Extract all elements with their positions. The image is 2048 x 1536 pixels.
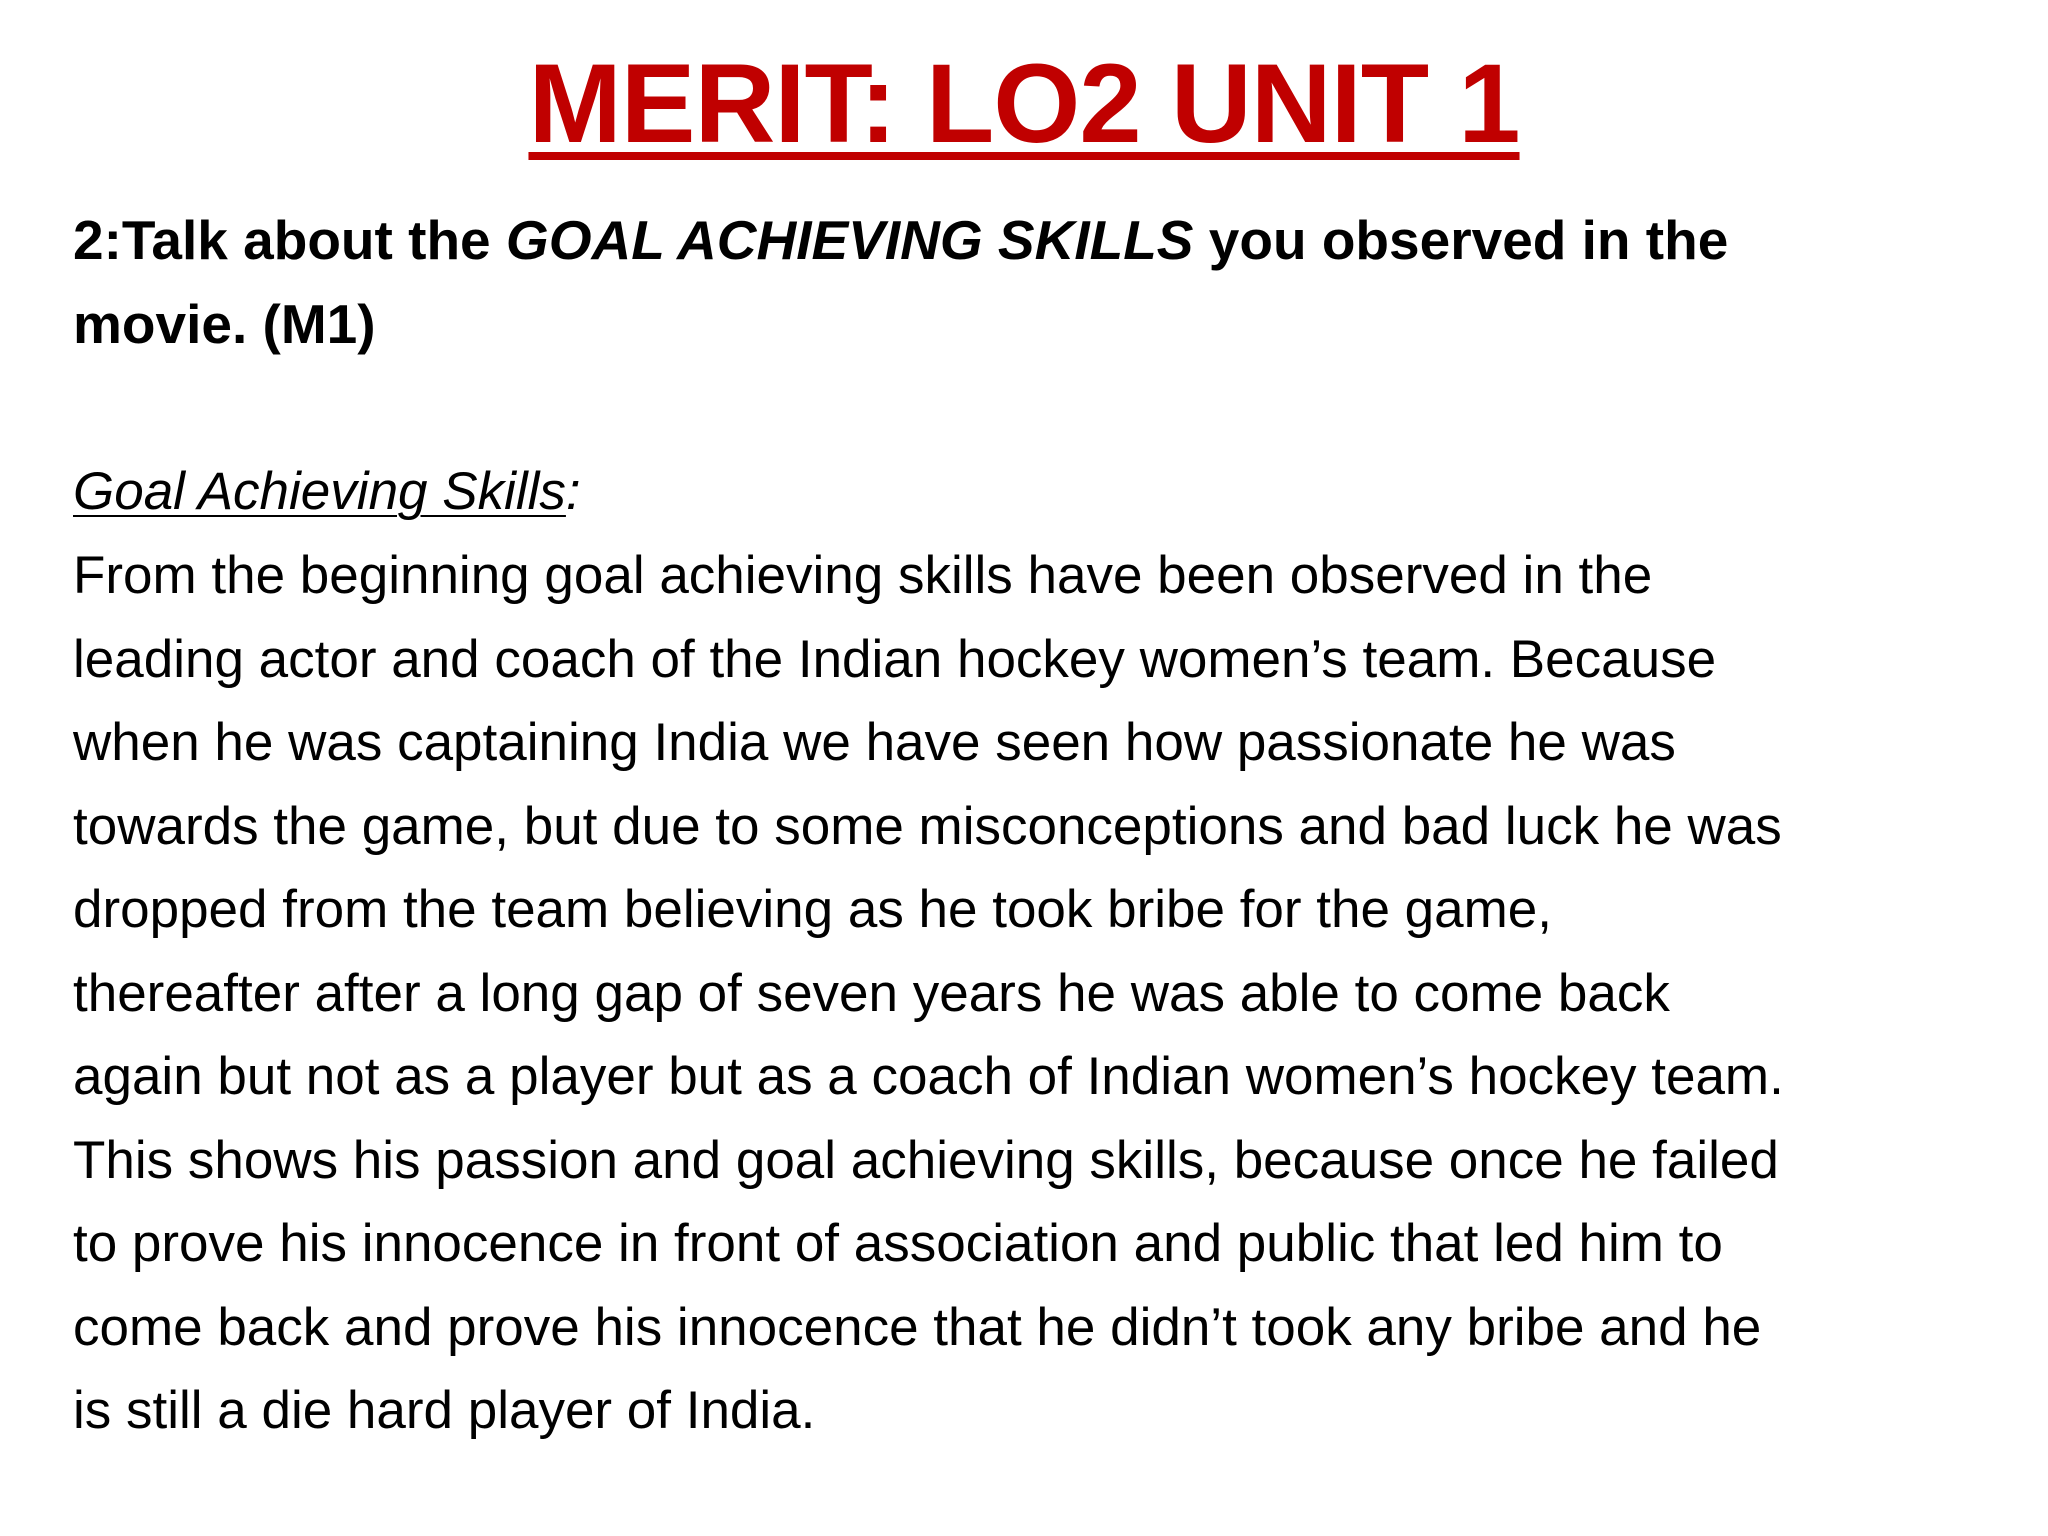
body-paragraph [73,534,1973,1453]
body-line: come back and prove his innocence that he didn’t took any bribe and he [73,1297,1762,1357]
spacer [73,366,1973,450]
body-line: again but not as a player but as a coach of Indian women’s hockey team. [73,1047,1784,1106]
question-prefix: 2:Talk about the [73,209,506,271]
section-heading [73,450,1973,534]
body-line: to prove his innocence in front of association and public that led him to [73,1214,1723,1273]
question-emphasis: GOAL ACHIEVING SKILLS [505,209,1194,271]
question-suffix: you observed in the movie. (M1) [73,209,1729,355]
section-heading-colon: : [565,462,581,521]
slide-content [73,198,1973,1453]
body-line: towards the game, but due to some misconceptions and bad luck he was [73,796,1782,856]
body-line: From the beginning goal achieving skills have been observed in the [73,546,1653,605]
body-line: leading actor and coach of the Indian hockey women’s team. Because [73,629,1717,689]
body-line: when he was captaining India we have seen how passionate he was [73,713,1676,772]
body-line: is still a die hard player of India. [73,1381,816,1440]
slide-title: MERIT: LO2 UNIT 1 [528,41,1520,166]
body-line: This shows his passion and goal achieving skills, because once he failed [73,1130,1779,1190]
body-line: dropped from the team believing as he took bribe for the game, [73,880,1552,939]
section-heading-label: Goal Achieving Skills [73,462,566,521]
question-text [73,198,1793,366]
body-line: thereafter after a long gap of seven years he was able to come back [73,963,1670,1023]
